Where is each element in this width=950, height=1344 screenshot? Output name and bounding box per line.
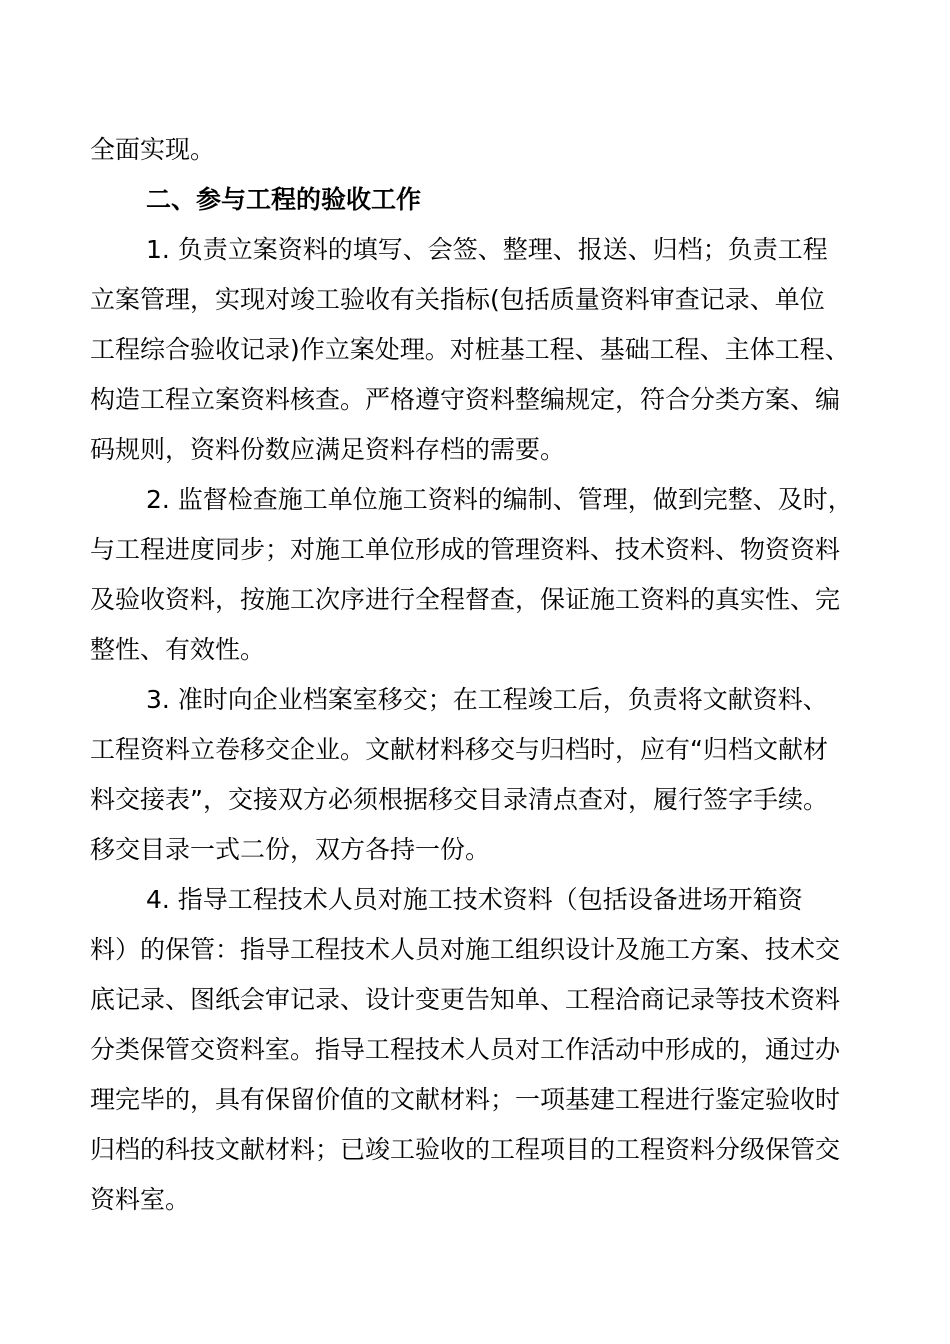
paragraph-line: 4. 指导工程技术人员对施工技术资料（包括设备进场开箱资 xyxy=(146,885,803,914)
paragraph-line: 理完毕的，具有保留价值的文献材料；一项基建工程进行鉴定验收时 xyxy=(90,1085,841,1114)
paragraph-line: 料）的保管：指导工程技术人员对施工组织设计及施工方案、技术交 xyxy=(90,935,841,964)
paragraph-line: 料交接表”，交接双方必须根据移交目录清点查对，履行签字手续。 xyxy=(90,785,828,814)
paragraph-line: 1. 负责立案资料的填写、会签、整理、报送、归档；负责工程 xyxy=(146,235,828,264)
paragraph-line: 工程资料立卷移交企业。文献材料移交与归档时，应有“归档文献材 xyxy=(90,735,828,764)
paragraph-line: 归档的科技文献材料；已竣工验收的工程项目的工程资料分级保管交 xyxy=(90,1135,841,1164)
paragraph-line: 及验收资料，按施工次序进行全程督查，保证施工资料的真实性、完 xyxy=(90,585,841,614)
paragraph-line: 构造工程立案资料核查。严格遵守资料整编规定，符合分类方案、编 xyxy=(90,385,841,414)
paragraph-line: 分类保管交资料室。指导工程技术人员对工作活动中形成的，通过办 xyxy=(90,1035,841,1064)
paragraph-line: 2. 监督检查施工单位施工资料的编制、管理，做到完整、及时， xyxy=(146,485,853,514)
paragraph-line: 移交目录一式二份，双方各持一份。 xyxy=(90,835,491,864)
paragraph-line: 码规则，资料份数应满足资料存档的需要。 xyxy=(90,435,566,464)
paragraph-line: 立案管理，实现对竣工验收有关指标(包括质量资料审查记录、单位 xyxy=(90,285,825,314)
paragraph-line: 与工程进度同步；对施工单位形成的管理资料、技术资料、物资资料 xyxy=(90,535,841,564)
paragraph-line: 工程综合验收记录)作立案处理。对桩基工程、基础工程、主体工程、 xyxy=(90,335,850,364)
paragraph-line: 3. 准时向企业档案室移交；在工程竣工后，负责将文献资料、 xyxy=(146,685,828,714)
section-heading: 二、参与工程的验收工作 xyxy=(146,185,422,214)
paragraph-line: 整性、有效性。 xyxy=(90,635,266,664)
paragraph-line: 底记录、图纸会审记录、设计变更告知单、工程洽商记录等技术资料 xyxy=(90,985,841,1014)
paragraph-line: 资料室。 xyxy=(90,1185,191,1214)
paragraph-line: 全面实现。 xyxy=(90,135,216,164)
